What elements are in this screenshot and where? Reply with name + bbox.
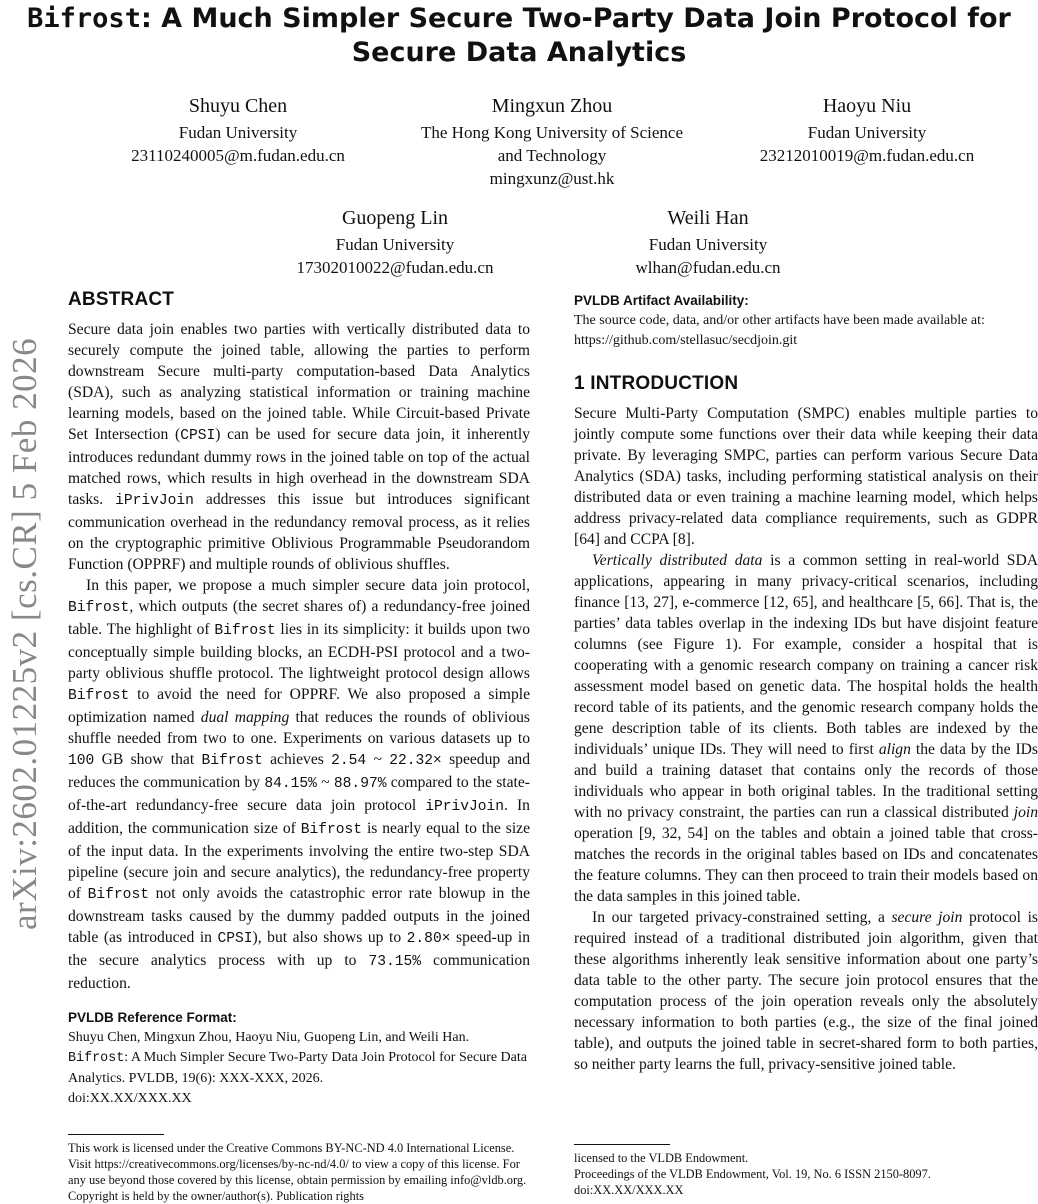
left-column: [68, 289, 530, 1109]
author-email: 23110240005@m.fudan.edu.cn: [131, 146, 345, 165]
arxiv-stamp: arXiv:2602.01225v2 [cs.CR] 5 Feb 2026: [5, 337, 44, 930]
author-block: [737, 93, 997, 167]
reference-format-heading: PVLDB Reference Format:: [68, 1010, 237, 1025]
artifact-heading: PVLDB Artifact Availability:: [574, 293, 749, 308]
reference-format-body: Shuyu Chen, Mingxun Zhou, Haoyu Niu, Guopeng Lin, and Weili Han. Bifrost: A Much Simpler Secure Two-Party Data Join Protocol for Secure Data Analytics. PVLDB, 19(6): XXX-XXX, 2026. doi:XX.XX/XXX.XX: [68, 1030, 527, 1106]
author-name: Guopeng Lin: [341, 207, 449, 229]
author-affiliation: and Technology: [497, 146, 607, 165]
footnote-rule: [574, 1144, 670, 1145]
author-affiliation: Fudan University: [648, 235, 768, 254]
title-bifrost: Bifrost: [27, 3, 141, 34]
title-line1: : A Much Simpler Secure Two-Party Data Join Protocol for: [140, 3, 1011, 34]
author-name: Haoyu Niu: [822, 95, 912, 117]
title-line2: Secure Data Analytics: [351, 37, 687, 68]
artifact-body: The source code, data, and/or other artifacts have been made available at: https://github.com/stellasuc/secdjoin.git: [574, 311, 1038, 351]
author-email: mingxunz@ust.hk: [489, 169, 615, 188]
author-email: 23212010019@m.fudan.edu.cn: [759, 146, 975, 165]
intro-paragraph-3: In our targeted privacy-constrained setting, a secure join protocol is required instead of a traditional distributed join algorithm, given that these algorithms inherently leak sensitive information about one party’s data table to the other party. The secure join protocol ensures that the computation process of the join operation reveals only the absolutely necessary information to both parties (e.g., the size of the final joined table), and outputs the joined table in secret-shared form to both parties, so neither party learns the full, privacy-sensitive joined table.: [574, 909, 1038, 1073]
author-email: wlhan@fudan.edu.cn: [635, 258, 781, 277]
author-name: Shuyu Chen: [188, 95, 288, 117]
footnote-rule: [68, 1134, 164, 1135]
artifact-link[interactable]: https://github.com/stellasuc/secdjoin.git: [574, 333, 798, 348]
author-block: [265, 205, 525, 279]
author-block: [382, 93, 722, 190]
right-column: [574, 291, 1038, 1075]
abstract-paragraph-1: Secure data join enables two parties with vertically distributed data to securely compute the joined table, allowing the parties to perform downstream Secure multi-party computation-based Data Analytics (SDA), such as analyzing statistical information or training machine learning models, based on the joined table. While Circuit-based Private Set Intersection (CPSI) can be used for secure data join, it inherently introduces redundant dummy rows in the joined table on top of the actual matched rows, which results in high overhead in the downstream SDA tasks. iPrivJoin addresses this issue but introduces significant communication overhead in the redundancy removal process, as it relies on the cryptographic primitive Oblivious Programmable Pseudorandom Function (OPPRF) and multiple rounds of oblivious shuffles.: [68, 321, 530, 573]
author-block: [578, 205, 838, 279]
author-affiliation: Fudan University: [807, 123, 927, 142]
abstract-paragraph-2: In this paper, we propose a much simpler secure data join protocol, Bifrost, which outputs (the secret shares of) a redundancy-free joined table. The highlight of Bifrost lies in its simplicity: it builds upon two conceptually simple building blocks, an ECDH-PSI protocol and a two-party oblivious shuffle protocol. The lightweight protocol design allows Bifrost to avoid the need for OPPRF. We also proposed a simple optimization named dual mapping that reduces the rounds of oblivious shuffle needed from two to one. Experiments on various datasets up to 100 GB show that Bifrost achieves 2.54 ~ 22.32× speedup and reduces the communication by 84.15% ~ 88.97% compared to the state-of-the-art redundancy-free secure data join protocol iPrivJoin. In addition, the communication size of Bifrost is nearly equal to the size of the input data. In the experiments involving the entire two-step SDA pipeline (secure join and secure analytics), the redundancy-free property of Bifrost not only avoids the catastrophic error rate blowup in the downstream tasks caused by the dummy padded outputs in the joined table (as introduced in CPSI), but also shows up to 2.80× speed-up in the secure analytics process with up to 73.15% communication reduction.: [68, 577, 531, 992]
license-footnote: This work is licensed under the Creative Commons BY-NC-ND 4.0 International License. Visit https://creativecommons.org/licenses/by-nc-nd/4.0/ to view a copy of this license. For any use beyond those covered by this license, obtain permission by emailing info@vldb.org. Copyright is held by the owner/author(s). Publication rights: [68, 1134, 528, 1204]
author-name: Mingxun Zhou: [491, 95, 613, 117]
author-affiliation: The Hong Kong University of Science: [420, 123, 684, 142]
author-name: Weili Han: [667, 207, 749, 229]
introduction-heading: 1 INTRODUCTION: [574, 373, 739, 394]
author-affiliation: Fudan University: [178, 123, 298, 142]
author-affiliation: Fudan University: [335, 235, 455, 254]
paper-title: [0, 2, 1038, 70]
intro-paragraph-2: Vertically distributed data is a common setting in real-world SDA applications, appearing in many privacy-critical scenarios, including finance [13, 27], e-commerce [12, 65], and healthcare [5, 66]. That is, the parties’ data tables overlap in the indexing IDs but have disjoint feature columns (see Figure 1). For example, consider a hospital that is cooperating with a genomic research company on training a cancer risk assessment model based on genetic data. The hospital holds the health record table of its patients, and the genomic research company holds the gene description table of its clients. Both tables are indexed by the individuals’ unique IDs. They will need to first align the data by the IDs and build a training dataset that contains only the records of those individuals who appear in both original tables. In the traditional setting with no privacy constraint, the parties can run a classical distributed join operation [9, 32, 54] on the tables and obtain a joined table that cross-matches the records in the original tables based on IDs and concatenates the feature columns. They can then proceed to train their models based on the data samples in this joined table.: [574, 552, 1038, 905]
author-block: [108, 93, 368, 167]
proceedings-footnote: licensed to the VLDB Endowment. Proceedings of the VLDB Endowment, Vol. 19, No. 6 ISSN 2150-8097. doi:XX.XX/XXX.XX: [574, 1144, 1034, 1198]
intro-paragraph-1: Secure Multi-Party Computation (SMPC) enables multiple parties to jointly compute some functions over their data while keeping their data private. By leveraging SMPC, parties can perform various Secure Data Analytics (SDA) tasks, including performing statistical analysis on their distributed data or even training a machine learning model, which helps address privacy-related data compliance requirements, such as GDPR [64] and CCPA [8].: [574, 405, 1038, 548]
abstract-heading: ABSTRACT: [68, 289, 175, 310]
author-email: 17302010022@fudan.edu.cn: [296, 258, 494, 277]
